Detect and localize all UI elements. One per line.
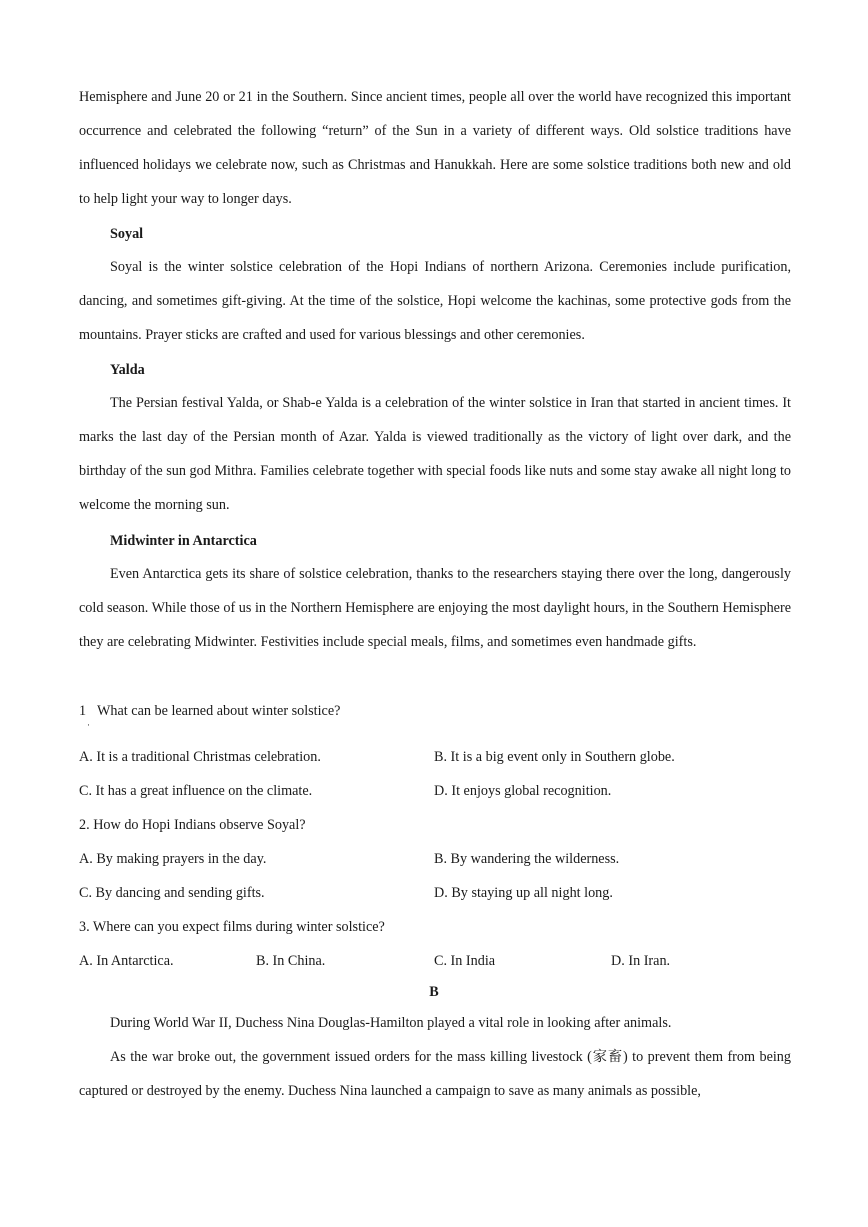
question-3-stem: 3. Where can you expect films during winter solstice?: [79, 919, 385, 935]
question-2-option-a: A. By making prayers in the day.: [79, 851, 267, 867]
section-heading-midwinter: Midwinter in Antarctica: [110, 533, 257, 549]
passage-b-label: B: [429, 984, 439, 1000]
section-heading-yalda: Yalda: [110, 362, 145, 378]
question-2-stem: 2. How do Hopi Indians observe Soyal?: [79, 817, 306, 833]
question-3-option-a: A. In Antarctica.: [79, 953, 174, 969]
passage-b-paragraph-1: During World War II, Duchess Nina Douglas-Hamilton played a vital role in looking after animals.: [110, 1015, 672, 1031]
question-1-number-dot: ·: [87, 720, 90, 730]
section-body-midwinter: Even Antarctica gets its share of solstice celebration, thanks to the researchers staying there over the long, dangerously cold season. While those of us in the Northern Hemisphere are enjoying the most daylight hours, in the Southern Hemisphere they are celebrating Midwinter. Festivities include special meals, films, and sometimes even handmade gifts.: [79, 566, 791, 650]
intro-paragraph: Hemisphere and June 20 or 21 in the Southern. Since ancient times, people all over the world have recognized this important occurrence and celebrated the following “return” of the Sun in a variety of different ways. Old solstice traditions have influenced holidays we celebrate now, such as Christmas and Hanukkah. Here are some solstice traditions both new and old to help light your way to longer days.: [79, 89, 791, 207]
question-3-option-d: D. In Iran.: [611, 953, 671, 969]
question-1-number: 1: [79, 703, 87, 719]
section-heading-soyal: Soyal: [110, 226, 144, 242]
question-1-option-b: B. It is a big event only in Southern globe.: [434, 749, 675, 765]
question-1-stem: What can be learned about winter solstice?: [97, 703, 341, 719]
question-2-option-c: C. By dancing and sending gifts.: [79, 885, 265, 901]
question-1-option-a: A. It is a traditional Christmas celebration.: [79, 749, 321, 765]
question-1-option-c: C. It has a great influence on the climate.: [79, 783, 313, 799]
question-1-option-d: D. It enjoys global recognition.: [434, 783, 612, 799]
section-body-yalda: The Persian festival Yalda, or Shab-e Yalda is a celebration of the winter solstice in Iran that started in ancient times. It marks the last day of the Persian month of Azar. Yalda is viewed traditionally as the victory of light over dark, and the birthday of the sun god Mithra. Families celebrate together with special foods like nuts and some stay awake all night long to welcome the morning sun.: [79, 395, 791, 513]
question-3-option-b: B. In China.: [256, 953, 326, 969]
question-3-option-c: C. In India: [434, 953, 496, 969]
passage-b-paragraph-2: As the war broke out, the government issued orders for the mass killing livestock (家畜) to prevent them from being captured or destroyed by the enemy. Duchess Nina launched a campaign to save as many animals as possible,: [79, 1049, 791, 1099]
question-2-option-d: D. By staying up all night long.: [434, 885, 613, 901]
section-body-soyal: Soyal is the winter solstice celebration of the Hopi Indians of northern Arizona. Ceremonies include purification, dancing, and sometimes gift-giving. At the time of the solstice, Hopi welcome the kachinas, some protective gods from the mountains. Prayer sticks are crafted and used for various blessings and other ceremonies.: [79, 259, 791, 343]
question-2-option-b: B. By wandering the wilderness.: [434, 851, 620, 867]
